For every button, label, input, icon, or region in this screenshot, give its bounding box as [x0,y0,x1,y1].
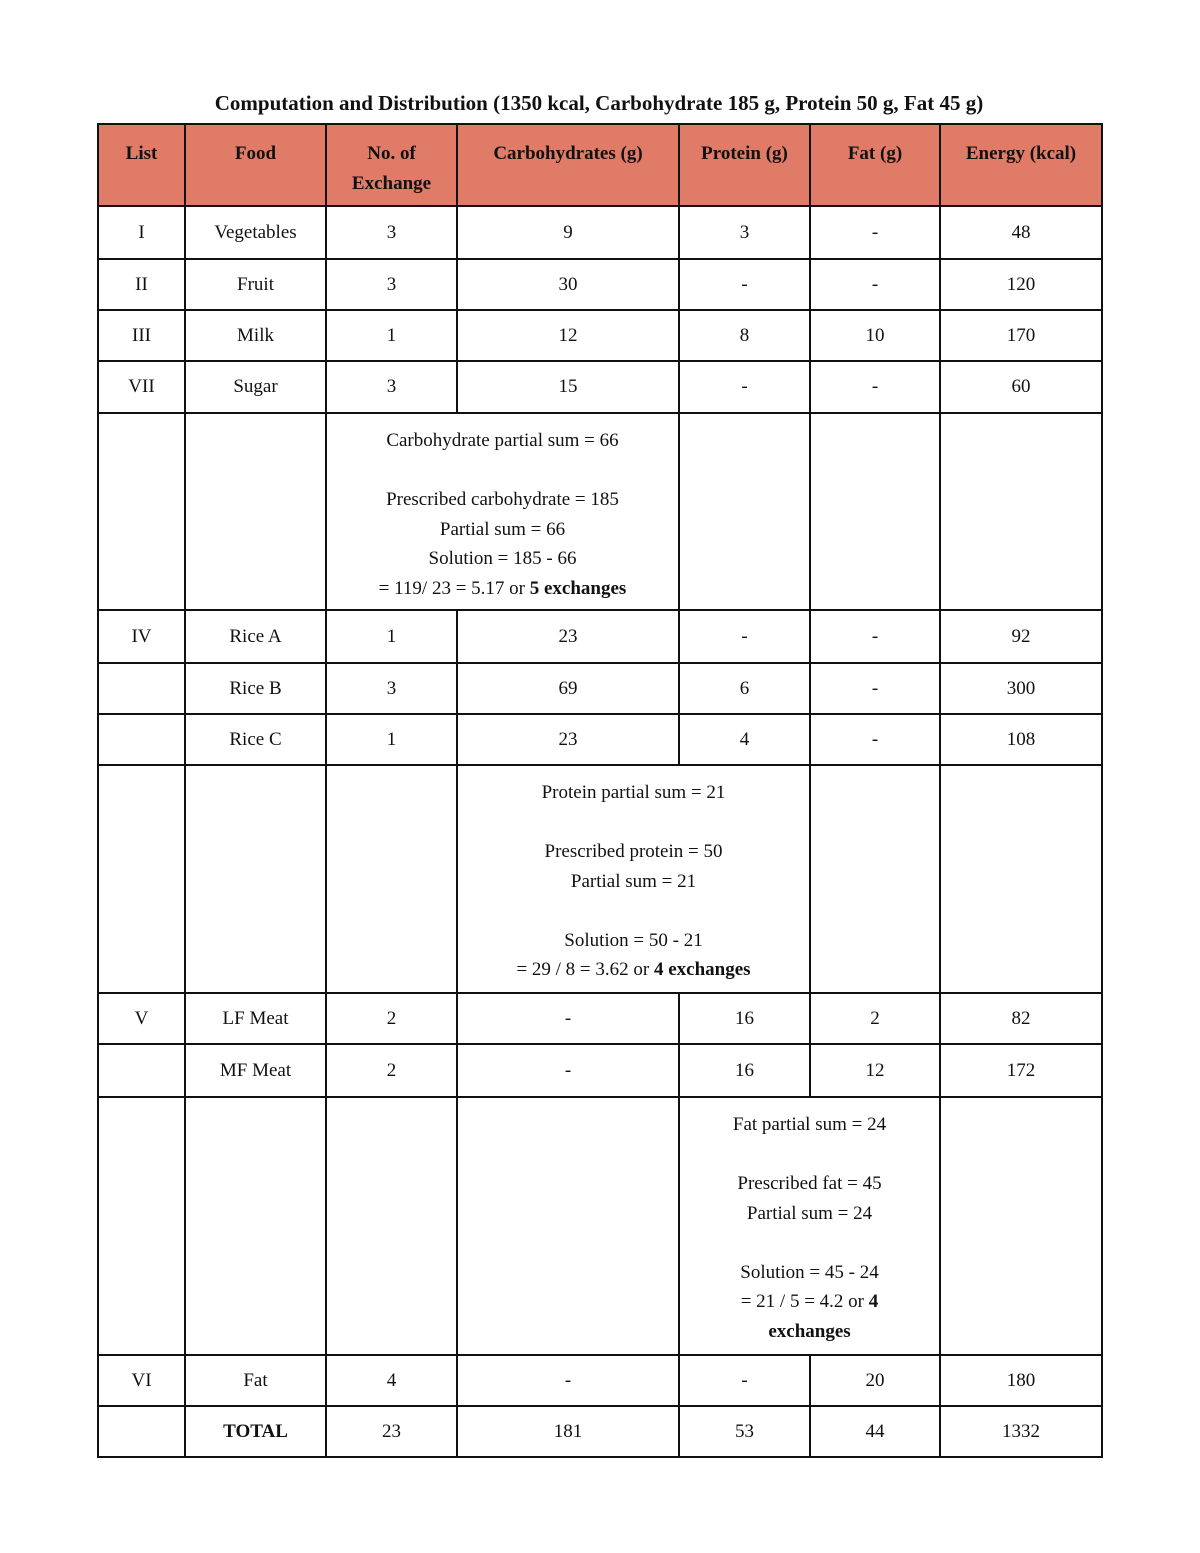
cell-exchange: 1 [326,310,457,361]
cell-list [98,714,185,765]
table-row [98,1044,1102,1097]
note-line: Solution = 50 - 21 [564,929,703,951]
cell-energy: 172 [940,1044,1102,1097]
cell-empty [457,1097,679,1355]
cell-fat: 2 [810,993,940,1044]
cell-food: Vegetables [185,206,326,259]
cell-empty [679,413,810,610]
header-food: Food [185,124,326,206]
cell-food: Milk [185,310,326,361]
cell-list: V [98,993,185,1044]
cell-carb: 23 [457,714,679,765]
cell-food: Sugar [185,361,326,413]
fat-computation-row [98,1097,1102,1355]
cell-energy: 300 [940,663,1102,714]
cell-exchange: 2 [326,993,457,1044]
cell-list: II [98,259,185,310]
cell-fat: 12 [810,1044,940,1097]
cell-empty [810,413,940,610]
cell-empty [98,765,185,993]
table-row [98,361,1102,413]
cell-list [98,663,185,714]
cell-list [98,1044,185,1097]
cell-carb: 12 [457,310,679,361]
cell-food: Fat [185,1355,326,1406]
cell-energy: 48 [940,206,1102,259]
page-title: Computation and Distribution (1350 kcal, Carbohydrate 185 g, Protein 50 g, Fat 45 g) [214,91,984,115]
fat-computation-note [679,1097,940,1355]
cell-energy: 120 [940,259,1102,310]
cell-exchange: 1 [326,610,457,663]
cell-fat: - [810,714,940,765]
table-row [98,206,1102,259]
cell-protein: - [679,361,810,413]
cell-food: TOTAL [185,1406,326,1457]
cell-list: VI [98,1355,185,1406]
cell-empty [326,1097,457,1355]
cell-protein: - [679,1355,810,1406]
cell-exchange: 4 [326,1355,457,1406]
cell-protein: - [679,610,810,663]
note-line: Protein partial sum = 21 [541,782,726,803]
header-carbohydrates: Carbohydrates (g) [457,124,679,206]
cell-energy: 1332 [940,1406,1102,1457]
cell-food: Fruit [185,259,326,310]
cell-list: III [98,310,185,361]
table-row [98,993,1102,1044]
note-line: Partial sum = 66 [439,518,566,540]
cell-carb: 181 [457,1406,679,1457]
cell-energy: 180 [940,1355,1102,1406]
cell-empty [940,765,1102,993]
header-energy: Energy (kcal) [940,124,1102,206]
cell-protein: 53 [679,1406,810,1457]
cell-empty [326,765,457,993]
cell-fat: - [810,610,940,663]
note-result: = 21 / 5 = 4.2 or 4 [740,1291,879,1312]
note-line: Prescribed fat = 45 [737,1173,882,1194]
cell-food: Rice A [185,610,326,663]
cell-empty [940,1097,1102,1355]
cell-list: IV [98,610,185,663]
cell-fat: - [810,361,940,413]
cell-empty [98,413,185,610]
cell-protein: - [679,259,810,310]
note-line: Fat partial sum = 24 [732,1114,887,1135]
header-list: List [98,124,185,206]
cell-list: VII [98,361,185,413]
table-row [98,610,1102,663]
cell-fat: - [810,259,940,310]
note-line: Solution = 45 - 24 [740,1261,879,1283]
exchange-table [97,123,1103,1458]
table-row [98,1355,1102,1406]
cell-exchange: 3 [326,206,457,259]
note-line: Partial sum = 24 [746,1202,873,1224]
cell-carb: - [457,993,679,1044]
cell-carb: - [457,1355,679,1406]
carbohydrate-computation-row [98,413,1102,610]
cell-fat: 20 [810,1355,940,1406]
cell-energy: 108 [940,714,1102,765]
note-line: Prescribed carbohydrate = 185 [386,489,619,510]
cell-fat: 10 [810,310,940,361]
cell-exchange: 2 [326,1044,457,1097]
cell-empty [98,1097,185,1355]
table-row [98,259,1102,310]
cell-empty [940,413,1102,610]
header-fat: Fat (g) [810,124,940,206]
total-row [98,1406,1102,1457]
cell-empty [810,765,940,993]
note-result-cont: exchanges [768,1320,851,1342]
carbohydrate-computation-note [326,413,679,610]
cell-protein: 6 [679,663,810,714]
protein-computation-row [98,765,1102,993]
header-exchange: No. of Exchange [326,124,457,206]
cell-energy: 170 [940,310,1102,361]
cell-carb: 23 [457,610,679,663]
cell-carb: 15 [457,361,679,413]
header-protein: Protein (g) [679,124,810,206]
cell-fat: - [810,663,940,714]
cell-food: LF Meat [185,993,326,1044]
cell-exchange: 23 [326,1406,457,1457]
note-result: = 119/ 23 = 5.17 or 5 exchanges [378,577,627,599]
table-row [98,663,1102,714]
cell-list: I [98,206,185,259]
cell-carb: 30 [457,259,679,310]
cell-empty [185,1097,326,1355]
cell-fat: 44 [810,1406,940,1457]
protein-computation-note [457,765,810,993]
cell-protein: 16 [679,1044,810,1097]
cell-energy: 82 [940,993,1102,1044]
cell-energy: 92 [940,610,1102,663]
cell-fat: - [810,206,940,259]
note-result: = 29 / 8 = 3.62 or 4 exchanges [516,959,751,980]
cell-protein: 8 [679,310,810,361]
cell-food: Rice C [185,714,326,765]
note-line: Carbohydrate partial sum = 66 [386,430,619,451]
note-line: Solution = 185 - 66 [428,548,577,569]
cell-list [98,1406,185,1457]
cell-food: Rice B [185,663,326,714]
note-line: Partial sum = 21 [570,870,697,892]
table-row [98,714,1102,765]
table-row [98,310,1102,361]
cell-exchange: 1 [326,714,457,765]
cell-protein: 3 [679,206,810,259]
cell-carb: 9 [457,206,679,259]
cell-energy: 60 [940,361,1102,413]
cell-empty [185,765,326,993]
cell-protein: 16 [679,993,810,1044]
header-row [98,124,1102,206]
cell-carb: 69 [457,663,679,714]
cell-protein: 4 [679,714,810,765]
cell-exchange: 3 [326,663,457,714]
cell-exchange: 3 [326,361,457,413]
cell-food: MF Meat [185,1044,326,1097]
cell-carb: - [457,1044,679,1097]
cell-exchange: 3 [326,259,457,310]
note-line: Prescribed protein = 50 [544,841,723,862]
cell-empty [185,413,326,610]
